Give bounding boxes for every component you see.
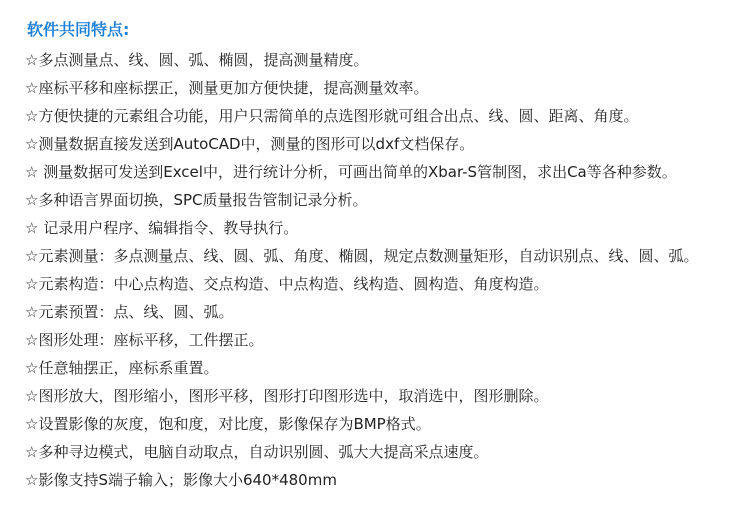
feature-item: ☆方便快捷的元素组合功能，用户只需简单的点选图形就可组合出点、线、圆、距离、角度。: [25, 107, 639, 125]
feature-item: ☆设置影像的灰度，饱和度，对比度，影像保存为BMP格式。: [25, 415, 431, 433]
feature-list: [25, 46, 722, 494]
feature-item: ☆多点测量点、线、圆、弧、椭圆，提高测量精度。: [25, 51, 369, 69]
feature-item: ☆ 记录用户程序、编辑指令、教导执行。: [25, 219, 299, 237]
feature-item: ☆元素预置：点、线、圆、弧。: [25, 303, 234, 321]
feature-item: ☆图形处理：座标平移，工件摆正。: [25, 331, 264, 349]
feature-item: ☆多种寻边模式，电脑自动取点，自动识别圆、弧大大提高采点速度。: [25, 443, 489, 461]
feature-item: ☆图形放大，图形缩小，图形平移，图形打印图形选中，取消选中，图形删除。: [25, 387, 549, 405]
feature-item: ☆测量数据直接发送到AutoCAD中，测量的图形可以dxf文档保存。: [25, 135, 475, 153]
feature-item: ☆座标平移和座标摆正，测量更加方便快捷，提高测量效率。: [25, 79, 429, 97]
feature-item: ☆元素构造：中心点构造、交点构造、中点构造、线构造、圆构造、角度构造。: [25, 275, 549, 293]
feature-item: ☆多种语言界面切换，SPC质量报告管制记录分析。: [25, 191, 368, 209]
feature-item: ☆影像支持S端子输入；影像大小640*480mm: [25, 471, 337, 489]
feature-item: ☆ 测量数据可发送到Excel中，进行统计分析，可画出简单的Xbar-S管制图，求出Ca等各种参数。: [25, 163, 677, 181]
feature-item: ☆任意轴摆正，座标系重置。: [25, 359, 219, 377]
section-title: 软件共同特点:: [27, 20, 130, 39]
feature-item: ☆元素测量：多点测量点、线、圆、弧、角度、椭圆，规定点数测量矩形，自动识别点、线、圆、弧。: [25, 247, 699, 265]
